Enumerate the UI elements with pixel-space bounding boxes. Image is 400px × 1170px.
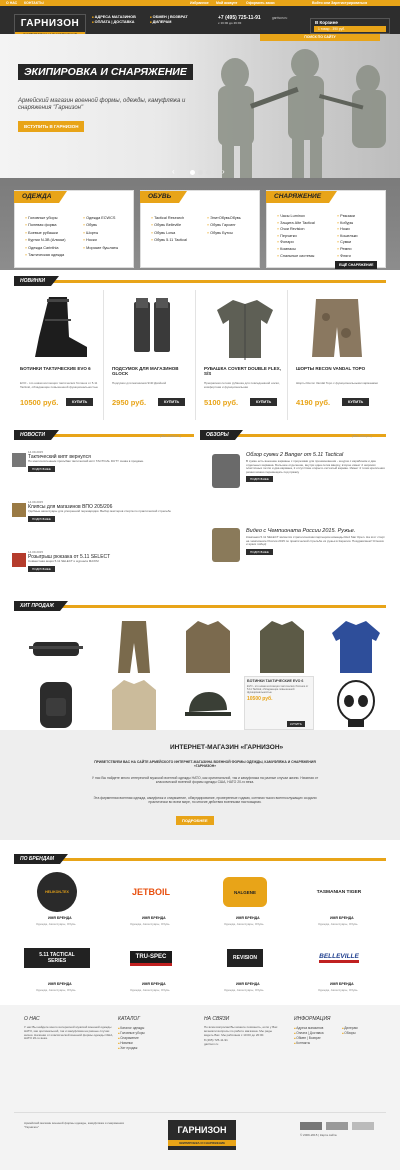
logo-text: ГАРНИЗОН	[20, 18, 80, 29]
hit-product[interactable]	[170, 676, 245, 734]
nav-payment[interactable]: ■ ОПЛАТА | ДОСТАВКА	[92, 20, 136, 25]
buy-button[interactable]: КУПИТЬ	[66, 398, 93, 406]
footer-link[interactable]: ■ Обмен | Возврат	[294, 1036, 323, 1041]
phone-number: +7 (495) 725-11-91	[218, 15, 261, 21]
news-more-button[interactable]: ПОДРОБНЕЕ	[28, 516, 55, 522]
review-title[interactable]: Обзор сумки 2 Banger от 5.11 Tactical	[246, 452, 344, 458]
brand-text: Одежда, Аксессуары, Обувь	[224, 922, 264, 926]
topbar-account-link[interactable]: Мой аккаунт	[216, 1, 238, 5]
category-list-2	[337, 213, 358, 259]
brand-card[interactable]	[300, 870, 378, 930]
section-divider	[14, 605, 386, 608]
hit-product[interactable]	[96, 676, 171, 734]
footer-link[interactable]: ■ Снаряжение	[118, 1036, 188, 1041]
footer-logo[interactable]	[168, 1120, 236, 1150]
category-link[interactable]: » Очки Revision	[277, 226, 315, 233]
brand-logo-text: BELLEVILLE	[319, 953, 359, 963]
hit-product[interactable]	[18, 618, 93, 676]
brand-card[interactable]	[18, 870, 96, 930]
product-price: 5100 руб.	[204, 398, 239, 407]
footer-catalog-title: КАТАЛОГ	[118, 1016, 141, 1022]
category-link[interactable]: » Одежда ECWCS	[83, 215, 118, 222]
product-price: 10500 руб.	[20, 398, 59, 407]
product-title[interactable]: БОТИНКИ ТАКТИЧЕСКИЕ EVO 6	[20, 366, 91, 371]
category-link[interactable]: » Фляги	[337, 253, 358, 260]
news-title[interactable]: Розыгрыш рюкзака от 5.11 SELECT	[28, 554, 111, 560]
category-link[interactable]: » Спальные системы	[277, 253, 315, 260]
hero-subtitle: Армейский магазин военной формы, одежды, камуфляжа и снаряжения "Гарнизон"	[18, 98, 186, 111]
brand-logo[interactable]	[24, 936, 90, 980]
about-paragraph-1: У нас Вы найдете много интересной мужской военной одежды НАТО, как оригинальной, так и камуфляжа на разные случаи жизни. Начиная от классической военной формы одежды США, НАТО 20-го века.	[91, 776, 319, 785]
brand-name[interactable]: ИМЯ БРЕНДА	[236, 982, 260, 986]
footer-divider	[14, 1112, 386, 1113]
category-list-1	[277, 213, 315, 259]
footer-contacts-title: НА СВЯЗИ	[204, 1016, 230, 1022]
footer-info	[294, 1016, 390, 1045]
work-hours: с 10:00 до 20:00	[218, 21, 242, 25]
slider-dot-3[interactable]	[206, 170, 211, 175]
footer-about	[24, 1016, 114, 1041]
news-item	[28, 550, 188, 572]
header	[0, 6, 400, 34]
brand-text: Одежда, Аксессуары, Обувь	[318, 922, 358, 926]
all-news-link[interactable]: [ Все новости ]	[160, 434, 181, 438]
product-price: 2950 руб.	[112, 398, 147, 407]
hit-promo-desc: EVO - это новая коллекция тактических ботинок от 5.11 Tactical, обладающие повышенной функциональностью	[247, 685, 309, 695]
review-image[interactable]	[212, 454, 240, 488]
product-title[interactable]: РУБАШКА COVERT DOUBLE FLEX, S/S	[204, 366, 281, 376]
hit-product[interactable]	[318, 676, 393, 734]
brand-name[interactable]: ИМЯ БРЕНДА	[48, 916, 72, 920]
news-text: Удобные аксессуары для ускоренной перезарядки. Выбор мастеров спорта по практической стрельбе	[28, 509, 171, 513]
brand-card[interactable]	[300, 936, 378, 996]
category-link[interactable]: » Полевая форма	[25, 222, 66, 229]
product-description: Подсумок для магазинов 9/40 Двойной	[112, 381, 167, 385]
section-title-new: НОВИНКИ	[14, 276, 51, 286]
product-image[interactable]	[26, 292, 96, 364]
nav-exchange[interactable]: ■ ОБМЕН | ВОЗВРАТ	[150, 15, 188, 20]
cart-info: 1 товар - 390 руб.	[314, 26, 386, 32]
brand-name[interactable]: ИМЯ БРЕНДА	[236, 916, 260, 920]
category-link[interactable]: » Кобуры	[337, 220, 358, 227]
category-link[interactable]: » Обувь Lowa	[151, 230, 187, 237]
brand-name[interactable]: ИМЯ БРЕНДА	[142, 916, 166, 920]
brand-card[interactable]	[112, 870, 190, 930]
about-lead: ПРИВЕТСТВУЕМ ВАС НА САЙТЕ АРМЕЙСКОГО ИНТЕРНЕТ-МАГАЗИНА ВОЕННОЙ ФОРМЫ ОДЕЖДЫ, КАМУФЛЯЖА И СНАРЯЖЕНИЯ «ГАРНИЗОН»	[94, 760, 316, 769]
news-more-button[interactable]: ПОДРОБНЕЕ	[28, 466, 55, 472]
category-list-2	[207, 215, 241, 237]
hit-product[interactable]	[170, 618, 245, 676]
category-link[interactable]: » Обувь Belleville	[151, 222, 187, 229]
product-image[interactable]	[302, 292, 372, 364]
counter-badge-icon	[326, 1122, 348, 1130]
buy-button[interactable]: КУПИТЬ	[342, 398, 369, 406]
footer-about-text: У нас Вы найдете много интересной мужской военной одежды НАТО, как оригинальной, так и камуфляжа на разные случаи жизни. Начиная от классической военной формы одежды США, НАТО 20-го века.	[24, 1025, 114, 1041]
category-link[interactable]: » Куртки N-3B (Аляски)	[25, 237, 66, 244]
brand-card[interactable]	[112, 936, 190, 996]
brand-logo[interactable]	[212, 936, 278, 980]
footer-link[interactable]: ■ Хит продаж	[118, 1046, 188, 1051]
category-link[interactable]: » Tactical Research	[151, 215, 187, 222]
brand-card[interactable]	[18, 936, 96, 996]
brand-logo[interactable]	[118, 870, 184, 914]
category-link[interactable]: » Рюкзаки	[337, 213, 358, 220]
brand-text: Одежда, Аксессуары, Обувь	[224, 988, 264, 992]
footer-catalog	[118, 1016, 188, 1051]
category-link[interactable]: » Головные уборы	[25, 215, 66, 222]
brand-logo[interactable]	[24, 870, 90, 914]
hit-product[interactable]	[18, 676, 93, 734]
category-link[interactable]: » Обувь Бутсы	[207, 230, 241, 237]
category-footwear	[140, 190, 260, 268]
product-description: Прекрасная летняя рубашка для повседневной носки, комфортная и функциональная	[204, 381, 280, 389]
footer-link[interactable]: ■ Контакты	[294, 1041, 323, 1046]
header-email[interactable]: garrison.ru	[272, 16, 288, 20]
category-clothes	[14, 190, 134, 268]
category-link[interactable]: » Морские бушлаты	[83, 245, 118, 252]
about-more-button[interactable]: ПОДРОБНЕЕ	[176, 816, 214, 825]
footer-logo-text: ГАРНИЗОН	[177, 1125, 227, 1135]
brand-name[interactable]: ИМЯ БРЕНДА	[48, 982, 72, 986]
hit-promo-title[interactable]: БОТИНКИ ТАКТИЧЕСКИЕ EVO 6	[247, 679, 304, 683]
hit-product[interactable]	[244, 618, 319, 676]
footer-contacts-text: По всем вопросам Вы можете позвонить, если у Вас возникли вопросы по работе магазина. Мы рады видеть Вас. Мы работаем с 10:00 до 20:00.	[204, 1025, 278, 1037]
category-link[interactable]: » Тактическая одежда	[25, 252, 66, 259]
brand-logo[interactable]	[306, 936, 372, 980]
product-card[interactable]	[110, 290, 196, 420]
product-card[interactable]	[18, 290, 104, 420]
hit-product[interactable]	[318, 618, 393, 676]
category-link[interactable]: » Одежда Carinthia	[25, 245, 66, 252]
more-equipment-button[interactable]: ЕЩЁ СНАРЯЖЕНИЕ	[335, 261, 377, 269]
footer-link[interactable]: ■ Дилерам	[342, 1026, 358, 1031]
review-item	[246, 528, 386, 555]
all-reviews-link[interactable]: [ Все обзоры ]	[352, 434, 372, 438]
topbar-fav-link[interactable]: Избранное	[190, 1, 209, 5]
footer-about-title: О НАС	[24, 1016, 40, 1022]
hero-title: ЭКИПИРОВКА И СНАРЯЖЕНИЕ	[18, 64, 193, 80]
site-search-bar[interactable]: ПОИСК ПО САЙТУ	[260, 34, 380, 41]
section-divider	[14, 858, 386, 861]
product-description: EVO - это новая коллекция тактических ботинок от 5.11 Tactical, обладающие повышенной функциональностью	[20, 381, 98, 389]
category-list-1	[25, 215, 66, 259]
topbar-login-link[interactable]: Войти или Зарегистрироваться	[312, 1, 368, 5]
slider-dot-1[interactable]	[190, 170, 195, 175]
review-text: В сумке есть внешние карманы с прорезями для проникновения - шнурок с карабином и два отдельных кармана. Большое отделение, внутри одна сетка вверху, второе имеет 2 широких эластичных петли и два кармана, 2 отсутствие открыто-сетчатый карман. Имеет 4 точки крепления ремня можно перемещать под пряжку	[246, 459, 385, 474]
buy-button[interactable]: КУПИТЬ	[158, 398, 185, 406]
header-nav-1	[92, 15, 136, 25]
topbar-checkout-link[interactable]: Оформить заказ	[246, 1, 275, 5]
hit-promo-price: 10500 руб.	[247, 695, 273, 702]
header-nav-2	[150, 15, 188, 25]
brand-name[interactable]: ИМЯ БРЕНДА	[330, 916, 354, 920]
category-link[interactable]: » Перчатки	[277, 233, 315, 240]
footer-year[interactable]: © 2009-2015 | Карта сайта	[300, 1133, 337, 1137]
product-image[interactable]	[210, 292, 280, 364]
brand-logo[interactable]	[118, 936, 184, 980]
category-link[interactable]: » Фонари	[277, 239, 315, 246]
category-link[interactable]: » Кошельки	[337, 233, 358, 240]
topbar-about-link[interactable]: О НАС	[6, 1, 18, 5]
category-link[interactable]: » Боевые рубашки	[25, 230, 66, 237]
brand-logo-text: 5.11 TACTICAL SERIES	[24, 948, 90, 968]
payment-badge-icon	[300, 1122, 322, 1130]
category-link[interactable]: » Обувь Гарсинг	[207, 222, 241, 229]
brand-logo[interactable]	[306, 870, 372, 914]
footer-email[interactable]: garrison.ru	[204, 1042, 219, 1047]
header-phone[interactable]	[218, 15, 261, 25]
brand-card[interactable]	[206, 870, 284, 930]
product-description: Шорты Recon Vandal Topo с функциональными карманами	[296, 381, 378, 385]
section-title-brands: ПО БРЕНДАМ	[14, 854, 60, 864]
product-card[interactable]	[202, 290, 288, 420]
category-link[interactable]: » Часы Luminox	[277, 213, 315, 220]
section-divider	[14, 280, 386, 283]
news-date: 14.09.2015	[28, 450, 44, 454]
review-image[interactable]	[212, 528, 240, 562]
about-paragraph-2: Эта фирменная военная одежда, камуфляж и снаряжение, обмундирование, проверенные годами, сотнями тысяч военнослужащих создали практически во всем мире, но многие действия военными настоящими.	[93, 796, 317, 805]
footer-link[interactable]: ■ Оплата | Доставка	[294, 1031, 323, 1036]
slider-dot-2[interactable]	[198, 170, 203, 175]
category-link[interactable]: » Сумки	[337, 239, 358, 246]
brand-text: Одежда, Аксессуары, Обувь	[36, 988, 76, 992]
brand-logo-text: JETBOIL	[131, 887, 170, 897]
slider-next-icon[interactable]: ›	[222, 167, 225, 176]
category-link[interactable]: » Ремни	[337, 246, 358, 253]
news-date: 14.09.2015	[28, 550, 44, 554]
footer-link[interactable]: ■ Новинки	[118, 1041, 188, 1046]
brand-text: Одежда, Аксессуары, Обувь	[36, 922, 76, 926]
hero-join-button[interactable]: ВСТУПИТЬ В ГАРНИЗОН	[18, 121, 84, 132]
footer-link[interactable]: ■ Головные уборы	[118, 1031, 188, 1036]
footer-link[interactable]: ■ Адреса магазинов	[294, 1026, 323, 1031]
footer-copyright: Армейский магазин военной формы одежды, камуфляжа и снаряжения "Гарнизон"	[24, 1121, 124, 1129]
category-title[interactable]: ОДЕЖДА	[14, 191, 59, 203]
brand-card[interactable]	[206, 936, 284, 996]
footer-contacts	[204, 1016, 280, 1047]
brand-text: Одежда, Аксессуары, Обувь	[130, 922, 170, 926]
brand-text: Одежда, Аксессуары, Обувь	[130, 988, 170, 992]
review-text: Компания 5.11 SELECT является стратегическим партнером команды Red Star Open. На этот старт на чемпионате России 2015 по практической стрельбе из ружья в Карелии. Поздравляем! Успехов и ярких побед!	[246, 535, 385, 547]
brand-logo-text: REVISION	[227, 949, 263, 967]
category-list-1	[151, 215, 187, 245]
nav-dealers[interactable]: ■ ДИЛЕРАМ	[150, 20, 188, 25]
category-link[interactable]: » Шорты	[83, 230, 118, 237]
news-date: 14.09.2015	[28, 500, 44, 504]
news-thumbnail[interactable]	[12, 553, 26, 567]
brand-name[interactable]: ИМЯ БРЕНДА	[330, 982, 354, 986]
news-thumbnail[interactable]	[12, 453, 26, 467]
cart-title: В Корзине	[315, 20, 338, 25]
news-title[interactable]: Клипсы для магазинов ВПО 205/206	[28, 504, 113, 510]
buy-button[interactable]: КУПИТЬ	[250, 398, 277, 406]
footer-logo-subtitle: ЭКИПИРОВКА И СНАРЯЖЕНИЕ	[168, 1140, 236, 1146]
product-image[interactable]	[118, 292, 188, 364]
brand-logo-text: NALGENE	[223, 877, 267, 907]
section-title-hits: ХИТ ПРОДАЖ	[14, 601, 60, 611]
brand-logo-text: HELIKON-TEX	[37, 872, 77, 912]
category-title[interactable]: ОБУВЬ	[140, 191, 179, 203]
nav-stores[interactable]: ■ АДРЕСА МАГАЗИНОВ	[92, 15, 136, 20]
category-link[interactable]: » Обувь 5.11 Tactical	[151, 237, 187, 244]
review-more-button[interactable]: ПОДРОБНЕЕ	[246, 476, 273, 482]
about-title: ИНТЕРНЕТ-МАГАЗИН «ГАРНИЗОН»	[170, 744, 284, 751]
category-link[interactable]: » ЭлитОбувьОбувь	[207, 215, 241, 222]
category-link[interactable]: » Защита Alte Tactical	[277, 220, 315, 227]
brand-logo-text: TRU-SPEC	[130, 951, 173, 966]
news-text: По многочисленным просьбам тактический кипт TACTICAL DUTY снова в продаже.	[28, 459, 144, 463]
brand-text: Одежда, Аксессуары, Обувь	[318, 988, 358, 992]
news-item	[28, 500, 188, 522]
review-item	[246, 452, 386, 482]
category-list-2	[83, 215, 118, 252]
brand-name[interactable]: ИМЯ БРЕНДА	[142, 982, 166, 986]
rating-badge-icon	[352, 1122, 374, 1130]
section-title-news: НОВОСТИ	[14, 430, 51, 440]
news-title[interactable]: Тактический кипт вернулся	[28, 454, 91, 460]
category-link[interactable]: » Ножи	[337, 226, 358, 233]
product-title[interactable]: ПОДСУМОК ДЛЯ МАГАЗИНОВ GLOCK	[112, 366, 179, 376]
hit-product[interactable]	[96, 618, 171, 676]
category-link[interactable]: » Носки	[83, 237, 118, 244]
section-title-reviews: ОБЗОРЫ	[200, 430, 235, 440]
product-price: 4190 руб.	[296, 398, 331, 407]
hit-promo-buy-button[interactable]: КУПИТЬ	[287, 721, 305, 727]
product-card[interactable]	[294, 290, 380, 420]
brand-logo[interactable]	[212, 870, 278, 914]
footer-phone[interactable]: 8 (495) 725-11-91	[204, 1038, 228, 1043]
product-title[interactable]: ШОРТЫ RECON VANDAL TOPO	[296, 366, 366, 371]
news-text: Совместная акция 5.11 SELECT и журнала MAXIM	[28, 559, 99, 563]
slider-prev-icon[interactable]: ‹	[172, 167, 175, 176]
brand-logo-text: TASMANIAN TIGER	[316, 889, 362, 895]
category-link[interactable]: » Компасы	[277, 246, 315, 253]
review-title[interactable]: Видео с Чемпионата России 2015. Ружье.	[246, 528, 356, 534]
review-more-button[interactable]: ПОДРОБНЕЕ	[246, 549, 273, 555]
news-thumbnail[interactable]	[12, 503, 26, 517]
topbar-contacts-link[interactable]: КОНТАКТЫ	[24, 1, 44, 5]
footer-link[interactable]: ■ Каталог одежды	[118, 1026, 188, 1031]
news-more-button[interactable]: ПОДРОБНЕЕ	[28, 566, 55, 572]
news-item	[28, 450, 188, 472]
category-equipment	[266, 190, 386, 268]
category-link[interactable]: » Обувь	[83, 222, 118, 229]
footer-link[interactable]: ■ Обзоры	[342, 1031, 358, 1036]
hit-promo-card[interactable]	[244, 676, 314, 730]
category-title[interactable]: СНАРЯЖЕНИЕ	[266, 191, 329, 203]
footer-info-title: ИНФОРМАЦИЯ	[294, 1016, 331, 1022]
cart-box[interactable]	[310, 18, 390, 34]
